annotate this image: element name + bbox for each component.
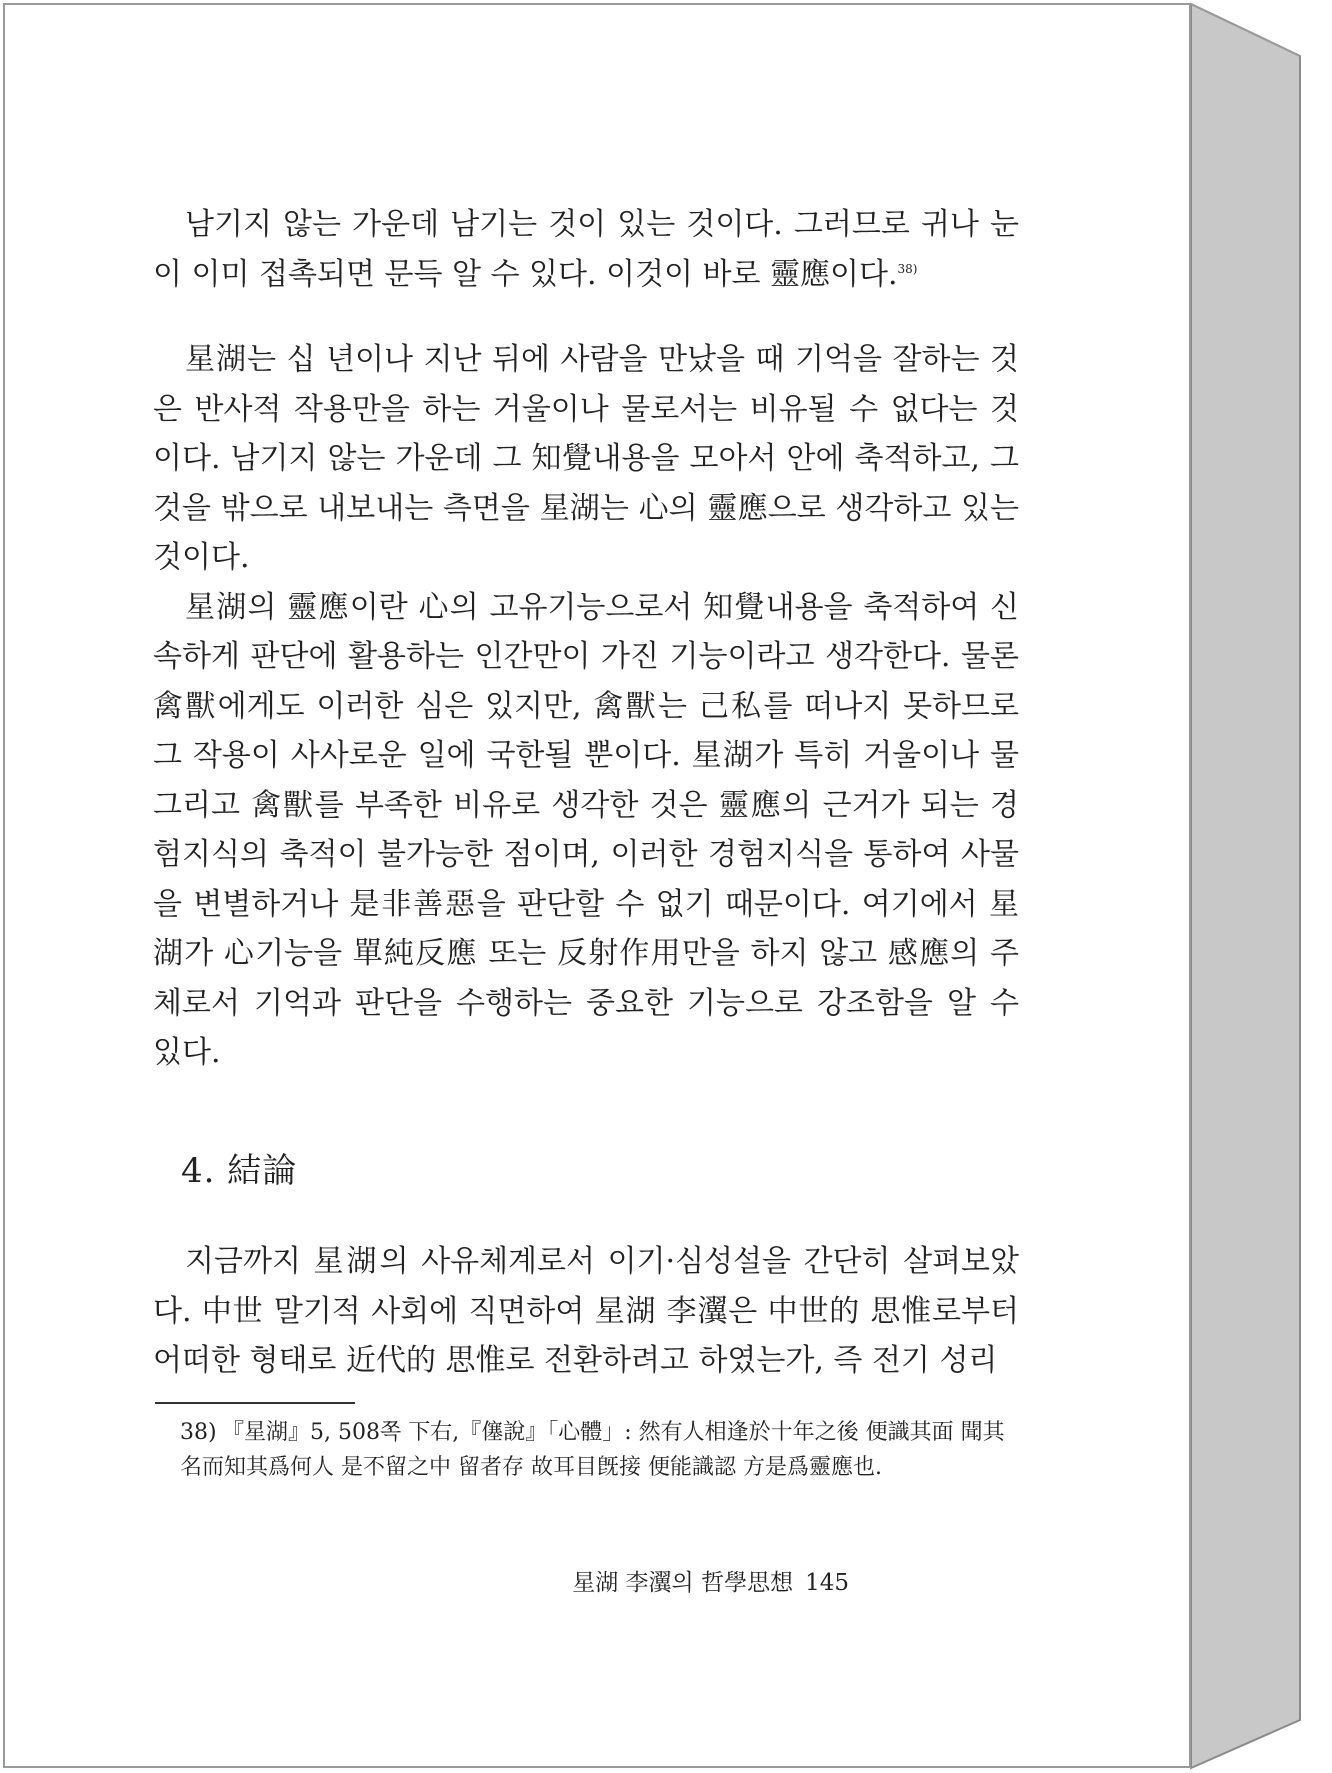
page-number: 145: [805, 1570, 849, 1596]
running-title: 星湖 李瀷의 哲學思想: [572, 1570, 794, 1596]
conclusion-paragraph: 지금까지 星湖의 사유체계로서 이기·심성설을 간단히 살펴보았다. 中世 말기적 사회에 직면하여 星湖 李瀷은 中世的 思惟로부터 어떠한 형태로 近代的 思惟로 전환하려고 하였는가, 즉 전기 성리: [153, 1244, 1019, 1378]
footnote-divider: [155, 1402, 355, 1404]
body-paragraph-1: 星湖는 십 년이나 지난 뒤에 사람을 만났을 때 기억을 잘하는 것은 반사적 작용만을 하는 거울이나 물로서는 비유될 수 없다는 것이다. 남기지 않는 가운데 그 知覺내용을 모아서 안에 축적하고, 그것을 밖으로 내보내는 측면을 星湖는 心의 靈應으로 생각하고 있는 것이다.: [153, 342, 1019, 575]
footnote-text: 『星湖』5, 508쪽 下右,『僿說』「心體」: 然有人相逢於十年之後 便識其面 聞其名而知其爲何人 是不留之中 留者存 故耳目旣接 便能識認 方是爲靈應也.: [180, 1420, 1005, 1480]
body-section: [153, 335, 1019, 1078]
quote-paragraph: 남기지 않는 가운데 남기는 것이 있는 것이다. 그러므로 귀나 눈이 이미 접촉되면 문득 알 수 있다. 이것이 바로 靈應이다.$^{38)}$: [153, 207, 1019, 292]
body-paragraph-2: 星湖의 靈應이란 心의 고유기능으로서 知覺내용을 축적하여 신속하게 판단에 활용하는 인간만이 가진 기능이라고 생각한다. 물론 禽獸에게도 이러한 심은 있지만, 禽獸는 己私를 떠나지 못하므로 그 작용이 사사로운 일에 국한될 뿐이다. 星湖가 특히 거울이나 물 그리고 禽獸를 부족한 비유로 생각한 것은 靈應의 근거가 되는 경험지식의 축적이 불가능한 점이며, 이러한 경험지식을 통하여 사물을 변별하거나 是非善惡을 판단할 수 없기 때문이다. 여기에서 星湖가 心기능을 單純反應 또는 反射作用만을 하지 않고 感應의 주체로서 기억과 판단을 수행하는 중요한 기능으로 강조함을 알 수 있다.: [153, 589, 1019, 1070]
section-heading: 4. 結論: [181, 1151, 298, 1191]
quote-block: [153, 200, 1019, 299]
page-footer: [572, 1564, 849, 1597]
conclusion-section: [153, 1237, 1019, 1386]
footnote-mark: 38): [180, 1420, 217, 1445]
footnote: [180, 1415, 1010, 1485]
document-page: [3, 3, 1191, 1768]
footnote-reference: 38): [897, 261, 918, 276]
